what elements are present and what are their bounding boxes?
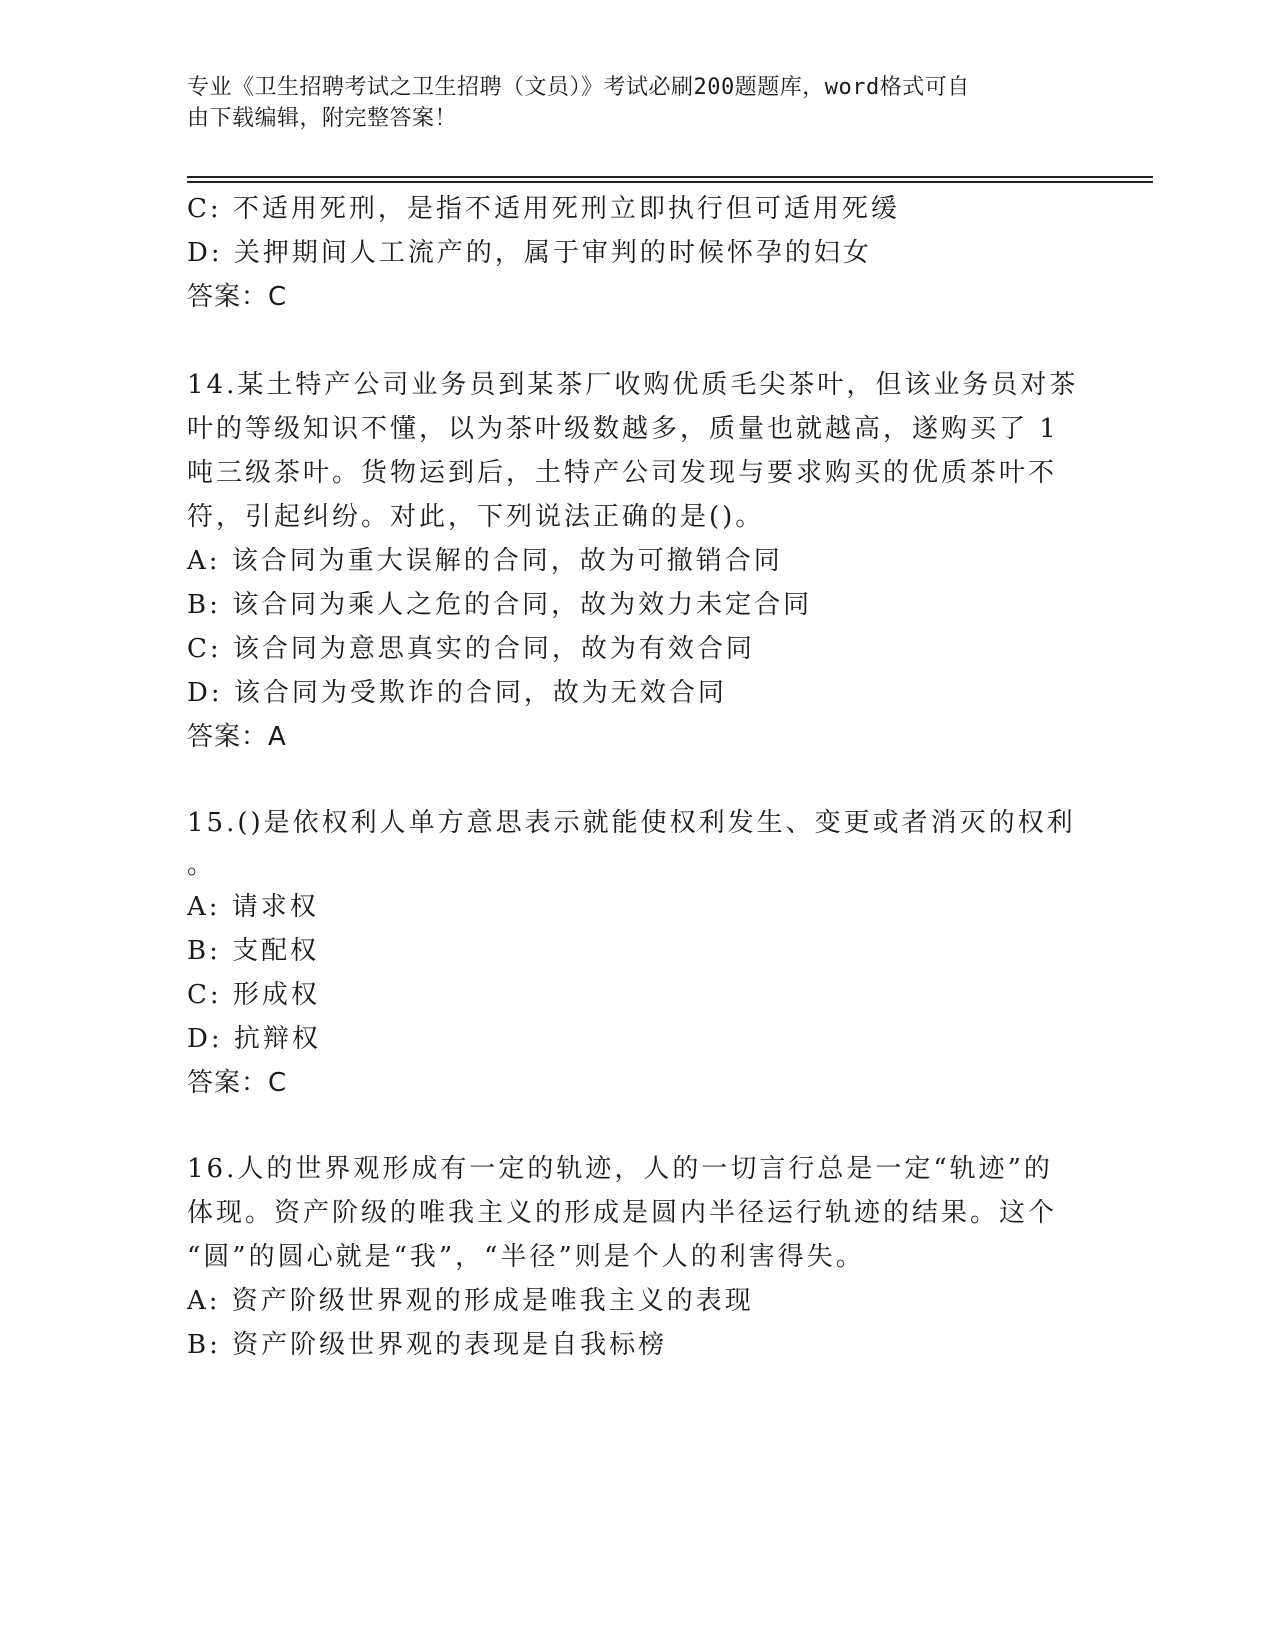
q14-stem-line-2: 叶的等级知识不懂，以为茶叶级数越多，质量也就越高，遂购买了 1 [187,414,1059,444]
q13-option-d: D: 关押期间人工流产的，属于审判的时候怀孕的妇女 [187,238,872,268]
q16-option-b: B: 资产阶级世界观的表现是自我标榜 [187,1330,668,1360]
q13-option-c: C: 不适用死刑，是指不适用死刑立即执行但可适用死缓 [187,194,900,224]
header-line-2: 由下载编辑，附完整答案！ [187,106,458,131]
q14-option-c: C: 该合同为意思真实的合同，故为有效合同 [187,634,755,664]
q14-option-a: A: 该合同为重大误解的合同，故为可撤销合同 [187,546,783,576]
q15-answer: 答案：C [187,1068,288,1098]
q16-stem-line-1: 16.人的世界观形成有一定的轨迹，人的一切言行总是一定“轨迹”的 [187,1154,1053,1184]
q14-option-d: D: 该合同为受欺诈的合同，故为无效合同 [187,678,727,708]
q14-stem-line-3: 吨三级茶叶。货物运到后，土特产公司发现与要求购买的优质茶叶不 [187,458,1058,488]
q15-option-a: A: 请求权 [187,892,319,922]
header-divider-bottom [187,181,1153,183]
q14-stem-line-4: 符，引起纠纷。对此，下列说法正确的是()。 [187,502,765,532]
q16-stem-line-3: “圆”的圆心就是“我”，“半径”则是个人的利害得失。 [187,1242,865,1272]
q15-option-b: B: 支配权 [187,936,320,966]
q15-stem-line-1: 15.()是依权利人单方意思表示就能使权利发生、变更或者消灭的权利 [187,808,1076,838]
q15-option-d: D: 抗辩权 [187,1024,321,1054]
q14-option-b: B: 该合同为乘人之危的合同，故为效力未定合同 [187,590,813,620]
q16-option-a: A: 资产阶级世界观的形成是唯我主义的表现 [187,1286,754,1316]
header-divider-top [187,176,1153,178]
q15-option-c: C: 形成权 [187,980,320,1010]
page-header [187,72,1087,134]
q13-answer: 答案：C [187,282,288,312]
q14-answer: 答案：A [187,722,287,752]
q16-stem-line-2: 体现。资产阶级的唯我主义的形成是圆内半径运行轨迹的结果。这个 [187,1198,1058,1228]
q15-stem-line-2: 。 [187,850,217,880]
q14-stem-line-1: 14.某土特产公司业务员到某茶厂收购优质毛尖茶叶，但该业务员对茶 [187,370,1079,400]
header-line-1: 专业《卫生招聘考试之卫生招聘（文员）》考试必刷200题题库，word格式可自 [187,75,970,100]
